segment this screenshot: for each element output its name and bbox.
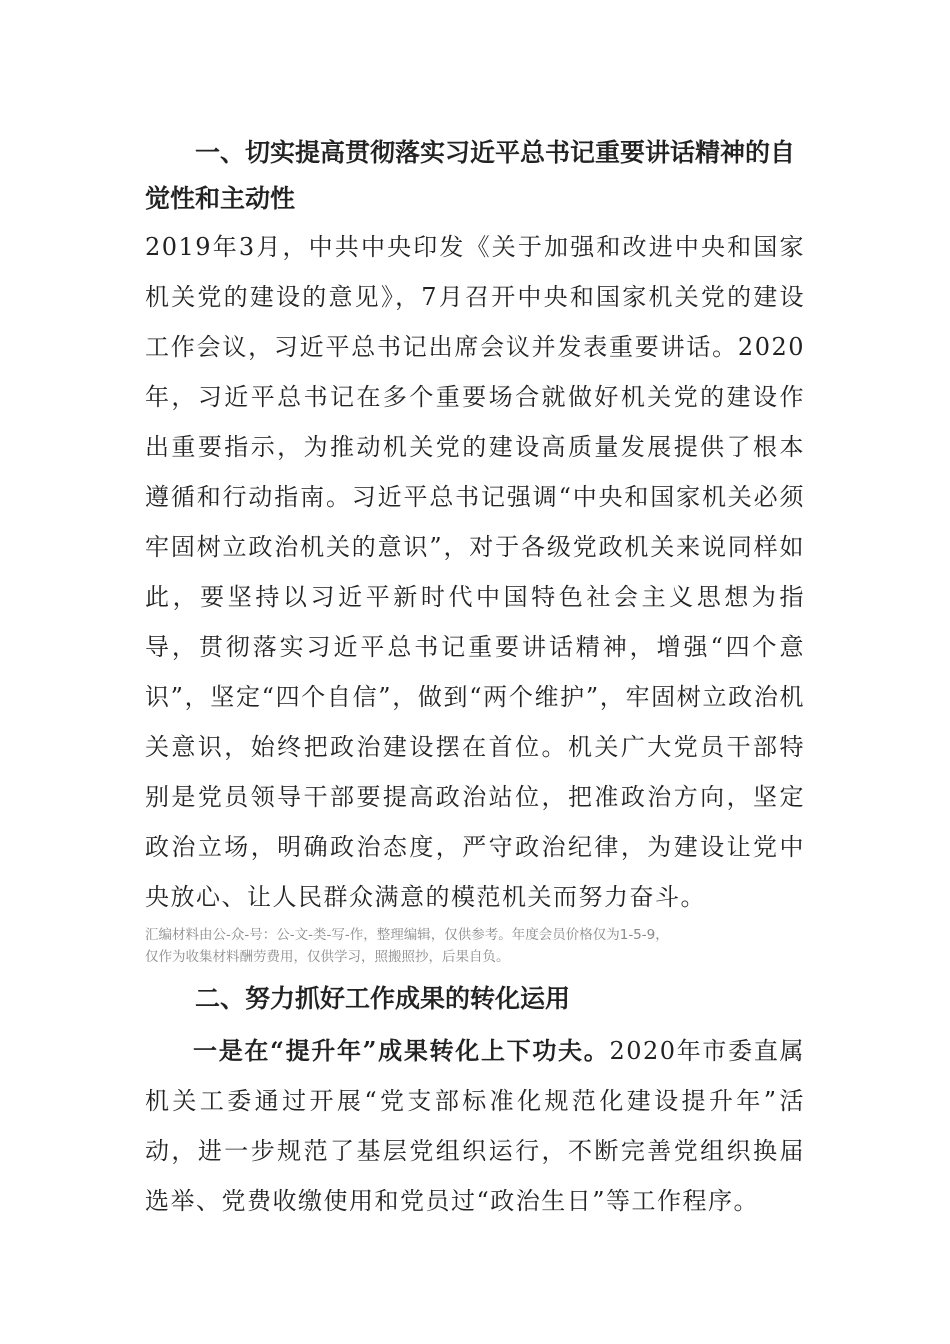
- section-2-heading: 二、努力抓好工作成果的转化运用: [195, 984, 571, 1013]
- section-1-paragraph: 2019年3月，中共中央印发《关于加强和改进中央和国家机关党的建设的意见》，7月召开中央和国家机关党的建设工作会议，习近平总书记出席会议并发表重要讲话。2020年，习近平总书记在多个重要场合就做好机关党的建设作出重要指示，为推动机关党的建设高质量发展提供了根本遵循和行动指南。习近平总书记强调“中央和国家机关必须牢固树立政治机关的意识”，对于各级党政机关来说同样如此，要坚持以习近平新时代中国特色社会主义思想为指导，贯彻落实习近平总书记重要讲话精神，增强“四个意识”，坚定“四个自信”，做到“两个维护”，牢固树立政治机关意识，始终把政治建设摆在首位。机关广大党员干部特别是党员领导干部要提高政治站位，把准政治方向，坚定政治立场，明确政治态度，严守政治纪律，为建设让党中央放心、让人民群众满意的模范机关而努力奋斗。: [145, 233, 805, 911]
- compilation-notice-line-1: 汇编材料由公-众-号：公-文-类-写-作，整理编辑，仅供参考。年度会员价格仅为1-5-9，: [145, 927, 669, 943]
- compilation-notice: [145, 924, 805, 968]
- section-2-lead: 一是在“提升年”成果转化上下功夫。: [193, 1036, 610, 1065]
- compilation-notice-line-2: 仅作为收集材料酬劳费用，仅供学习，照搬照抄，后果自负。: [145, 949, 510, 965]
- section-2-paragraph: [145, 1026, 805, 1226]
- section-2-paragraph-text: 2020年市委直属机关工委通过开展“党支部标准化规范化建设提升年”活动，进一步规范了基层党组织运行，不断完善党组织换届选举、党费收缴使用和党员过“政治生日”等工作程序。: [145, 1037, 806, 1215]
- section-1-heading: 一、切实提高贯彻落实习近平总书记重要讲话精神的自觉性和主动性: [145, 138, 796, 213]
- document-body: [145, 130, 805, 1226]
